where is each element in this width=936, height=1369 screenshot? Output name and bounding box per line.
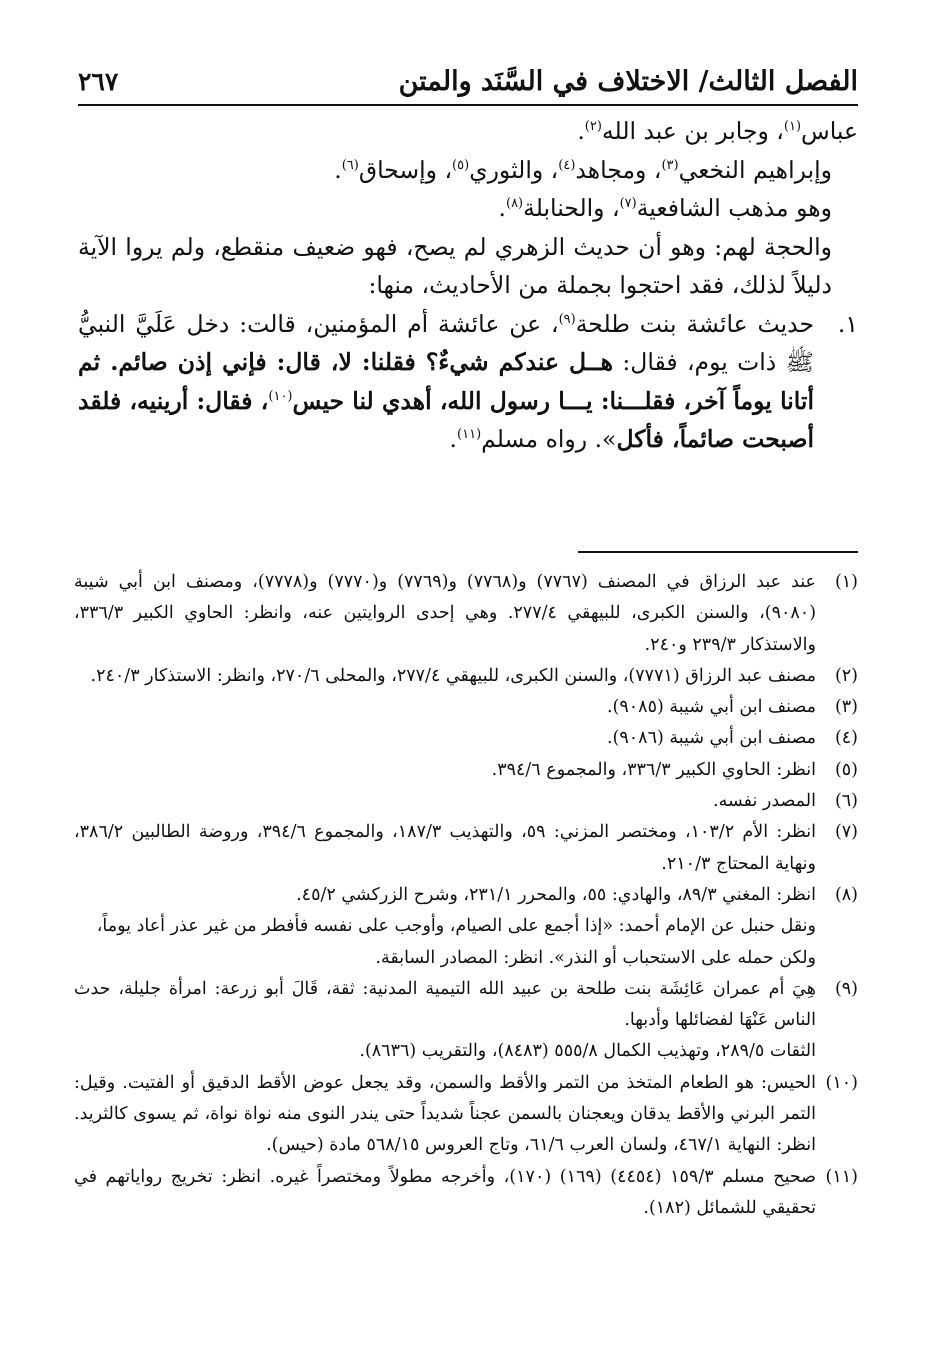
- text-run: حديث عائشة بنت طلحة: [575, 309, 814, 338]
- text-run: وإبراهيم النخعي: [678, 155, 832, 184]
- hadith-item-1: [78, 305, 858, 459]
- footnote-text: مصنف ابن أبي شيبة (٩٠٨٥).: [606, 697, 816, 718]
- text-run: ، عن عائشة أم المؤمنين، قالت: دخل عَلَيَّ النبيُّ ﷺ ذات يوم، فقال:: [78, 309, 814, 376]
- footnote-ref[interactable]: (٩): [558, 311, 576, 327]
- text-line-1: [78, 112, 858, 151]
- footnote-ref[interactable]: (١): [783, 119, 802, 135]
- hadith-quote: ، فقال: أرينيه، فلقد أصبحت صائماً، فأكل: [78, 386, 814, 453]
- text-run: ، ومجاهد: [575, 155, 662, 184]
- text-line-2: [78, 151, 858, 190]
- text-run: ، والحنابلة: [523, 194, 620, 222]
- text-run: ، والثوري: [469, 155, 559, 184]
- footnote-number: (٨): [834, 884, 858, 905]
- footnote-text: هِيَ أم عمران عَائِشَة بنت طلحة بن عبيد الله التيمية المدنية: ثقة، قَالَ أبو زرعة: امرأة جليلة، حدث الناس عَنْهَا لفضائلها وأدبها.: [74, 978, 816, 1031]
- footnote-text: مصنف عبد الرزاق (٧٧٧١)، والسنن الكبرى، للبيهقي ٢٧٧/٤، والمحلى ٢٧٠/٦، وانظر: الاستذكار ٢٤٠/٣.: [90, 665, 816, 686]
- footnote: [74, 1162, 858, 1225]
- footnote-ref[interactable]: (٢): [584, 119, 602, 135]
- footnote: [74, 817, 858, 880]
- footnote-ref[interactable]: (٥): [452, 157, 470, 173]
- footnote-number: (٣): [834, 697, 858, 718]
- text-run: ، وإسحاق: [358, 155, 453, 184]
- text-run: ». رواه مسلم: [481, 425, 617, 453]
- footnote-number: (٥): [834, 759, 858, 780]
- footnote-text: عند عبد الرزاق في المصنف (٧٧٦٧) و(٧٧٦٨) و(٧٧٦٩) و(٧٧٧٠) و(٧٧٧٨)، ومصنف ابن أبي شيبة (٩٠٨٠)، والسنن الكبرى، للبيهقي ٢٧٧/٤. وهي إحدى الروايتين عنه، وانظر: الحاوي الكبير ٣٣٦/٣، والاستذكار ٢٣٩/٣ و٢٤٠.: [74, 572, 817, 655]
- text-run: وهو مذهب الشافعية: [636, 194, 832, 222]
- footnote: [74, 974, 858, 1037]
- footnote-number: (٢): [834, 665, 858, 686]
- hadith-text: [78, 305, 814, 459]
- footnote-text: انظر: المغني ٨٩/٣، والهادي: ٥٥، والمحرر ٢٣١/١، وشرح الزركشي ٤٥/٢.: [296, 884, 816, 905]
- page-header: [78, 58, 858, 106]
- footnote: [74, 786, 858, 817]
- footnote-ref[interactable]: (٦): [341, 157, 359, 173]
- footnote-text: انظر: الحاوي الكبير ٣٣٦/٣، والمجموع ٣٩٤/٦.: [491, 759, 816, 780]
- footnote-text: انظر: الأم ١٠٣/٢، ومختصر المزني: ٥٩، والتهذيب ١٨٧/٣، والمجموع ٣٩٤/٦، وروضة الطالبين ٣٨٦/٢، ونهاية المحتاج ٢١٠/٣.: [74, 822, 817, 874]
- footnote-number: (١١): [825, 1166, 858, 1187]
- footnote: [74, 661, 858, 692]
- footnote-number: (٦): [834, 791, 858, 812]
- text-run: ، وجابر بن عبد الله: [601, 117, 784, 145]
- footnote-text: الحيس: هو الطعام المتخذ من التمر والأقط والسمن، وقد يجعل عوض الأقط الدقيق أو الفتيت. وقيل: التمر البرني والأقط يدقان ويعجنان بالسمن عجناً شديداً حتى يندر النوى منه نواة نواة، ثم يسوى كالثريد. انظر: النهاية ٤٦٧/١، ولسان العرب ٦١/٦، وتاج العروس ٥٦٨/١٥ مادة (حيس).: [74, 1072, 816, 1156]
- text-run: .: [498, 194, 506, 222]
- footnote-ref[interactable]: (٤): [558, 157, 576, 173]
- footnote-text: صحيح مسلم ١٥٩/٣ (٤٤٥٤) (١٦٩) (١٧٠)، وأخرجه مطولاً ومختصراً غيره. انظر: تخريج رواياتهم في تحقيقي للشمائل (١٨٢).: [74, 1166, 817, 1218]
- footnote: [74, 723, 858, 754]
- footnote: [74, 692, 858, 723]
- text-line-3: [78, 189, 858, 228]
- footnote: [74, 1068, 858, 1162]
- list-number: ١.: [837, 309, 858, 338]
- footnote: [74, 880, 858, 911]
- footnotes-section: [74, 567, 858, 1224]
- footnote-separator: [578, 551, 858, 553]
- footnote-text: مصنف ابن أبي شيبة (٩٠٨٦).: [606, 728, 816, 749]
- footnote-number: (١): [834, 572, 858, 592]
- text-run: عباس: [801, 117, 858, 145]
- footnote-ref[interactable]: (١٠): [268, 388, 293, 404]
- footnote-number: (١٠): [825, 1072, 858, 1093]
- footnote-ref[interactable]: (٨): [505, 196, 524, 212]
- footnote-continuation: الثقات ٢٨٩/٥، وتهذيب الكمال ٥٥٥/٨ (٨٤٨٣)، والتقريب (٨٦٣٦).: [359, 1041, 816, 1062]
- main-text: [78, 112, 858, 459]
- footnote-ref[interactable]: (٧): [619, 196, 637, 212]
- text-run: .: [334, 155, 342, 184]
- hadith-quote: هــل عندكم شيءٌ؟ فقلنا: لا، قال: فإني إذن صائم. ثم أتانا يوماً آخر، فقلـــنا: يـــا رسول الله، أهدي لنا حيس: [78, 348, 814, 415]
- footnote-ref[interactable]: (١١): [457, 427, 482, 443]
- footnote: [74, 755, 858, 786]
- chapter-title: الفصل الثالث/ الاختلاف في السَّنَد والمتن: [398, 65, 858, 97]
- text-run: .: [577, 117, 585, 145]
- footnote-number: (٤): [834, 728, 858, 749]
- footnote: [74, 567, 858, 661]
- footnote-continuation: ونقل حنبل عن الإمام أحمد: «إذا أجمع على الصيام، وأوجب على نفسه فأفطر من غير عذر أعاد يوماً، ولكن حمله على الاستحباب أو النذر». انظر: المصادر السابقة.: [96, 916, 816, 968]
- argument-paragraph: والحجة لهم: وهو أن حديث الزهري لم يصح، فهو ضعيف منقطع، ولم يروا الآية دليلاً لذلك، فقد احتجوا بجملة من الأحاديث، منها:: [78, 232, 832, 299]
- footnote-number: (٩): [834, 978, 858, 999]
- footnote-ref[interactable]: (٣): [661, 157, 679, 173]
- text-run: .: [449, 425, 458, 453]
- footnote-number: (٧): [834, 822, 858, 843]
- footnote-text: المصدر نفسه.: [713, 791, 816, 812]
- page-number: ٢٦٧: [78, 66, 119, 96]
